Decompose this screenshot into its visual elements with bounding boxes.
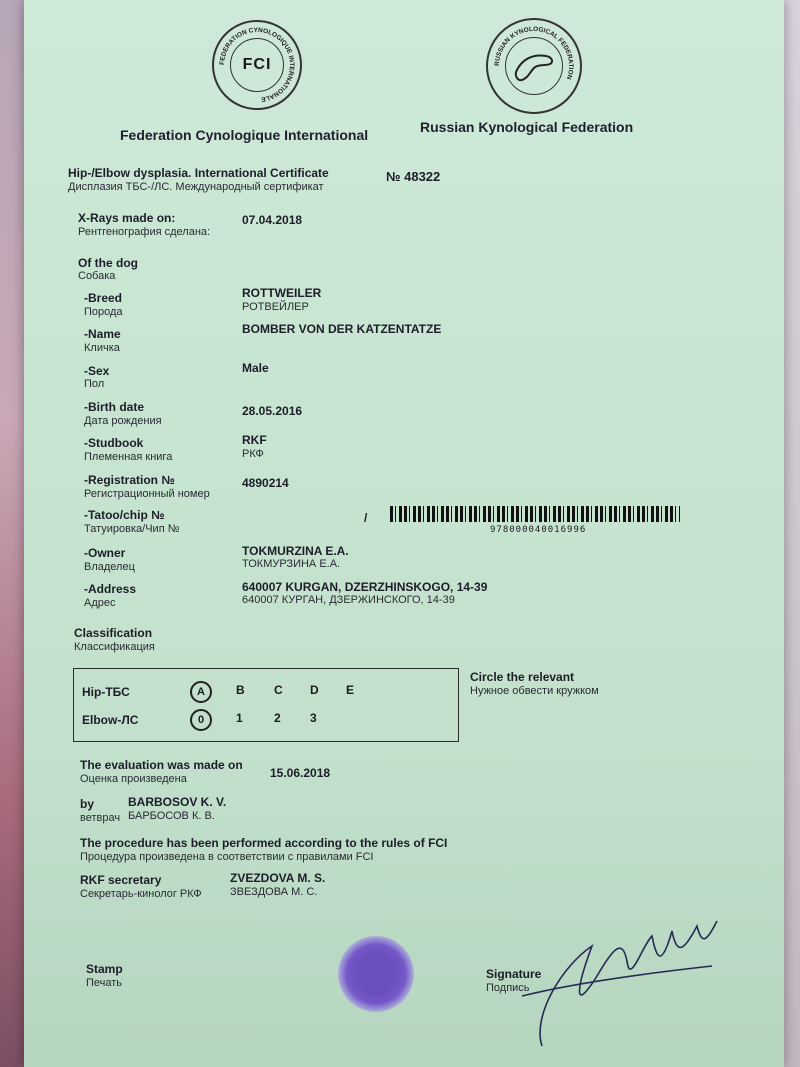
breed-value-en: ROTTWEILER (242, 286, 322, 300)
owner-label-ru: Владелец (84, 561, 135, 573)
secretary-label-ru: Секретарь-кинолог РКФ (80, 888, 202, 900)
fci-ring-text (214, 22, 300, 108)
address-value-ru: 640007 КУРГАН, ДЗЕРЖИНСКОГО, 14-39 (242, 594, 455, 606)
studbook-label-en: -Studbook (84, 436, 144, 450)
procedure-en: The procedure has been performed according to the rules of FCI (80, 836, 448, 850)
signature-scribble (502, 906, 732, 1056)
barcode-number: 978000040016996 (490, 525, 587, 535)
xray-label-ru: Рентгенография сделана: (78, 226, 211, 238)
dog-section-en: Of the dog (78, 256, 138, 270)
fci-logo (212, 20, 302, 110)
evaluation-label-ru: Оценка произведена (80, 773, 187, 785)
dog-section-ru: Собака (78, 270, 116, 282)
rkf-ring-text (488, 20, 580, 112)
elbow-grade-1: 1 (236, 711, 243, 725)
fci-name: Federation Cynologique International (120, 127, 369, 143)
sex-label-en: -Sex (84, 364, 110, 378)
rkf-name: Russian Kynological Federation (420, 119, 634, 135)
vet-name-en: BARBOSOV K. V. (128, 795, 227, 809)
birth-value: 28.05.2016 (242, 404, 303, 418)
owner-label-en: -Owner (84, 546, 126, 560)
secretary-name-ru: ЗВЕЗДОВА М. С. (230, 886, 318, 898)
secretary-label-en: RKF secretary (80, 873, 162, 887)
birth-label-ru: Дата рождения (84, 415, 162, 427)
hip-grade-d: D (310, 683, 319, 697)
registration-label-ru: Регистрационный номер (84, 488, 210, 500)
certificate-sheet (24, 0, 784, 1067)
elbow-grade-3: 3 (310, 711, 317, 725)
certificate-title-en: Hip-/Elbow dysplasia. International Certificate (68, 166, 329, 180)
tattoo-label-ru: Татуировка/Чип № (84, 523, 180, 535)
elbow-grade-2: 2 (274, 711, 281, 725)
studbook-label-ru: Племенная книга (84, 451, 173, 463)
breed-label-ru: Порода (84, 306, 123, 318)
owner-value-en: TOKMURZINA E.A. (242, 544, 349, 558)
chip-barcode (390, 506, 680, 522)
stamp-label-ru: Печать (86, 977, 123, 989)
fci-logo-text: FCI (242, 56, 272, 73)
address-label-ru: Адрес (84, 597, 116, 609)
classification-box (73, 668, 459, 742)
name-label-ru: Кличка (84, 342, 120, 354)
stamp-label-en: Stamp (86, 962, 123, 976)
svg-text:FEDERATION CYNOLOGIQUE INTERNA: FEDERATION CYNOLOGIQUE INTERNATIONALE (218, 26, 296, 103)
studbook-value-en: RKF (242, 433, 267, 447)
xray-date: 07.04.2018 (242, 213, 303, 227)
by-label-ru: ветврач (80, 812, 121, 824)
birth-label-en: -Birth date (84, 400, 144, 414)
breed-label-en: -Breed (84, 291, 123, 305)
certificate-number: № 48322 (386, 169, 441, 184)
circle-note-en: Circle the relevant (470, 670, 575, 684)
signature-label-en: Signature (486, 967, 542, 981)
name-value: BOMBER VON DER KATZENTATZE (242, 322, 442, 336)
xray-label-en: X-Rays made on: (78, 211, 176, 225)
circle-note-ru: Нужное обвести кружком (470, 685, 599, 697)
classification-label-en: Classification (74, 626, 153, 640)
name-label-en: -Name (84, 327, 121, 341)
owner-value-ru: ТОКМУРЗИНА Е.А. (242, 558, 341, 570)
classification-label-ru: Классификация (74, 641, 155, 653)
hologram-stamp (338, 936, 414, 1012)
elbow-grade-selected: 0 (190, 709, 212, 731)
by-label-en: by (80, 797, 95, 811)
hip-grade-e: E (346, 683, 355, 697)
address-value-en: 640007 KURGAN, DZERZHINSKOGO, 14-39 (242, 580, 488, 594)
sex-label-ru: Пол (84, 378, 105, 390)
sex-value: Male (242, 361, 269, 375)
vet-name-ru: БАРБОСОВ К. В. (128, 810, 215, 822)
tattoo-value: / (364, 511, 368, 525)
certificate-title-ru: Дисплазия ТБС-/ЛС. Международный сертификат (68, 181, 324, 193)
procedure-ru: Процедура произведена в соответствии с правилами FCI (80, 851, 374, 863)
registration-value: 4890214 (242, 476, 289, 490)
address-label-en: -Address (84, 582, 137, 596)
hip-grade-c: C (274, 683, 283, 697)
tattoo-label-en: -Tatoo/chip № (84, 508, 165, 522)
hip-grade-selected: A (190, 681, 212, 703)
secretary-name-en: ZVEZDOVA M. S. (230, 871, 326, 885)
svg-text:RUSSIAN KYNOLOGICAL FEDERATION: RUSSIAN KYNOLOGICAL FEDERATION (493, 25, 575, 81)
studbook-value-ru: РКФ (242, 448, 264, 460)
hip-grade-b: B (236, 683, 245, 697)
elbow-label: Elbow-ЛС (82, 713, 139, 727)
rkf-logo (486, 18, 582, 114)
hip-label: Hip-ТБС (82, 685, 130, 699)
breed-value-ru: РОТВЕЙЛЕР (242, 301, 309, 313)
evaluation-date: 15.06.2018 (270, 766, 331, 780)
signature-label-ru: Подпись (486, 982, 530, 994)
evaluation-label-en: The evaluation was made on (80, 758, 243, 772)
registration-label-en: -Registration № (84, 473, 175, 487)
